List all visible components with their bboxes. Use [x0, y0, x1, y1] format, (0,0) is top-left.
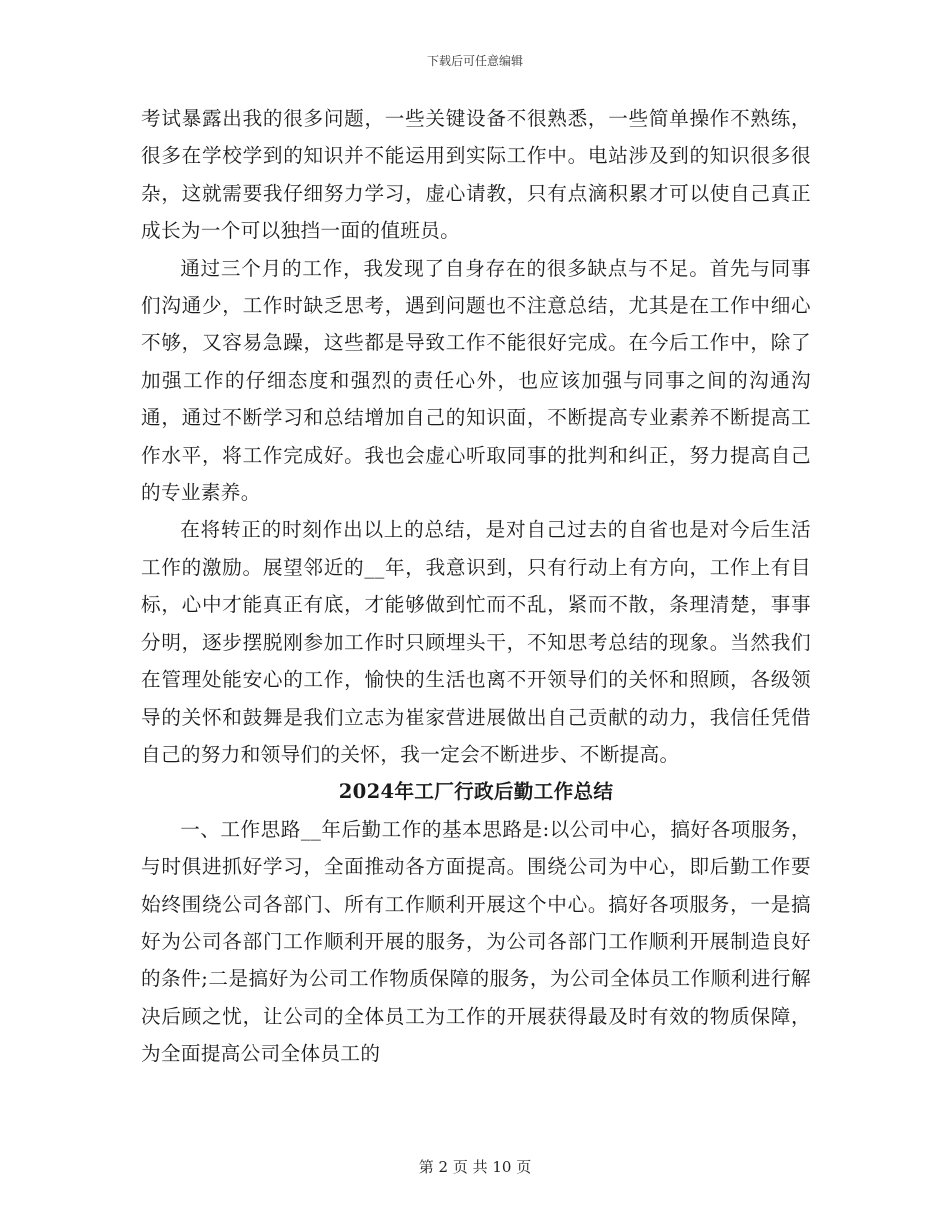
document-body — [141, 100, 811, 1073]
body-paragraph: 考试暴露出我的很多问题，一些关键设备不很熟悉，一些简单操作不熟练，很多在学校学到的知识并不能运用到实际工作中。电站涉及到的知识很多很杂，这就需要我仔细努力学习，虚心请教，只有点滴积累才可以使自己真正成长为一个可以独挡一面的值班员。 — [141, 107, 811, 243]
body-paragraph: 在将转正的时刻作出以上的总结，是对自己过去的自省也是对今后生活工作的激励。展望邻近的__年，我意识到，只有行动上有方向，工作上有目标，心中才能真正有底，才能够做到忙而不乱，紧而不散，条理清楚，事事分明，逐步摆脱刚参加工作时只顾埋头干，不知思考总结的现象。当然我们在管理处能安心的工作，愉快的生活也离不开领导们的关怀和照顾，各级领导的关怀和鼓舞是我们立志为崔家营进展做出自己贡献的动力，我信任凭借自己的努力和领导们的关怀，我一定会不断进步、不断提高。 — [141, 518, 811, 766]
body-paragraph: 通过三个月的工作，我发现了自身存在的很多缺点与不足。首先与同事们沟通少，工作时缺乏思考，遇到问题也不注意总结，尤其是在工作中细心不够，又容易急躁，这些都是导致工作不能很好完成。在今后工作中，除了加强工作的仔细态度和强烈的责任心外，也应该加强与同事之间的沟通沟通，通过不断学习和总结增加自己的知识面，不断提高专业素养不断提高工作水平，将工作完成好。我也会虚心听取同事的批判和纠正，努力提高自己的专业素养。 — [141, 256, 811, 505]
page-number: 第 2 页 共 10 页 — [418, 1158, 532, 1176]
page-header: 下载后可任意编辑 — [426, 54, 523, 68]
section-title: 2024年工厂行政后勤工作总结 — [338, 780, 614, 804]
body-paragraph: 一、工作思路__年后勤工作的基本思路是:以公司中心，搞好各项服务，与时俱进抓好学习，全面推动各方面提高。围绕公司为中心，即后勤工作要始终围绕公司各部门、所有工作顺利开展这个中心。搞好各项服务，一是搞好为公司各部门工作顺利开展的服务，为公司各部门工作顺利开展制造良好的条件;二是搞好为公司工作物质保障的服务，为公司全体员工作顺利进行解决后顾之忧，让公司的全体员工为工作的开展获得最及时有效的物质保障，为全面提高公司全体员工的 — [141, 817, 811, 1066]
